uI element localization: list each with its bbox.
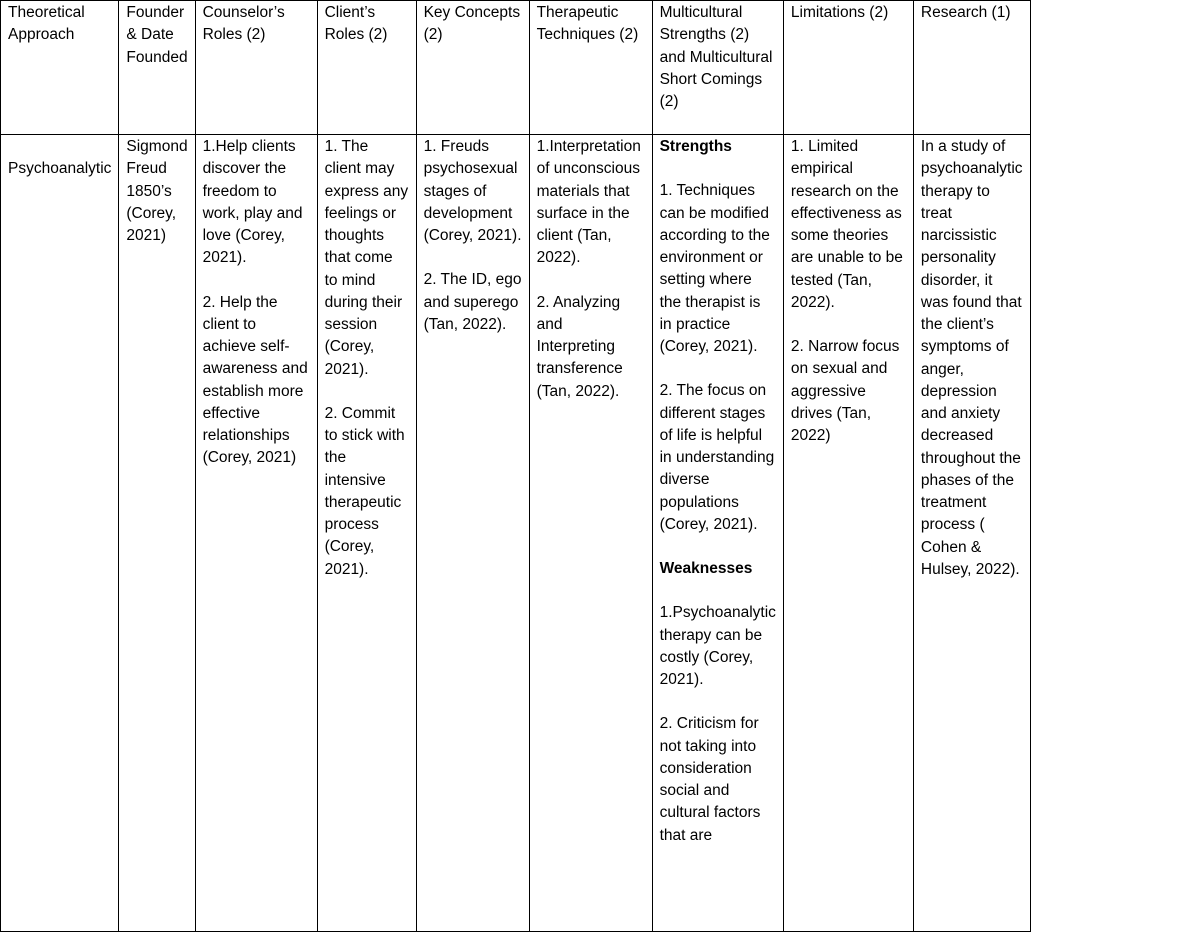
client-role-1: 1. The client may express any feelings or thoughts that come to mind during their session (Corey, 2021). [324,138,409,378]
cell-founder [119,135,195,932]
limitation-1: 1. Limited empirical research on the effectiveness as some theories are unable to be tested (Tan, 2022). [790,138,903,311]
weakness-2: 2. Criticism for not taking into consideration social and cultural factors that are [659,715,761,844]
header-row [1,1,1031,135]
cell-counselor-roles [195,135,317,932]
research-text: In a study of psychoanalytic therapy to treat narcissistic personality disorder, it was found that the client’s symptoms of anger, depression and anxiety decreased throughout the phases of the treatment process ( Cohen & Hulsey, 2022). [920,138,1023,578]
strength-2: 2. The focus on different stages of life is helpful in understanding diverse populations (Corey, 2021). [659,382,775,533]
header-key-concepts: Key Concepts (2) [416,1,529,135]
approach-text: Psychoanalytic [8,160,112,177]
header-therapeutic-techniques: Therapeutic Techniques (2) [529,1,652,135]
counselor-role-1: 1.Help clients discover the freedom to work, play and love (Corey, 2021). [202,138,303,267]
strength-1: 1. Techniques can be modified according to the environment or setting where the therapist is in practice (Corey, 2021). [659,182,770,355]
founder-text: Sigmond Freud 1850’s (Corey, 2021) [126,138,188,244]
cell-client-roles [317,135,416,932]
technique-2: 2. Analyzing and Interpreting transference (Tan, 2022). [536,293,623,400]
technique-1: 1.Interpretation of unconscious materials that surface in the client (Tan, 2022). [536,138,641,267]
cell-approach [1,135,119,932]
weaknesses-heading: Weaknesses [659,560,753,577]
header-research: Research (1) [913,1,1030,135]
header-multicultural: Multicultural Strengths (2) and Multicultural Short Comings (2) [652,1,783,135]
cell-multicultural [652,135,783,932]
counselor-role-2: 2. Help the client to achieve self-awareness and establish more effective relationships (Corey, 2021) [202,293,308,467]
header-founder-date: Founder & Date Founded [119,1,195,135]
cell-limitations [783,135,913,932]
header-limitations: Limitations (2) [783,1,913,135]
cell-research [913,135,1030,932]
key-concept-1: 1. Freuds psychosexual stages of development (Corey, 2021). [423,138,522,244]
limitation-2: 2. Narrow focus on sexual and aggressive drives (Tan, 2022) [790,338,900,444]
header-counselor-roles: Counselor’s Roles (2) [195,1,317,135]
client-role-2: 2. Commit to stick with the intensive therapeutic process (Corey, 2021). [324,404,405,578]
weakness-1: 1.Psychoanalytic therapy can be costly (Corey, 2021). [659,604,776,688]
header-theoretical-approach: Theoretical Approach [1,1,119,135]
table-row [1,135,1031,932]
cell-key-concepts [416,135,529,932]
cell-techniques [529,135,652,932]
strengths-heading: Strengths [659,138,732,155]
header-client-roles: Client’s Roles (2) [317,1,416,135]
key-concept-2: 2. The ID, ego and superego (Tan, 2022). [423,271,522,333]
